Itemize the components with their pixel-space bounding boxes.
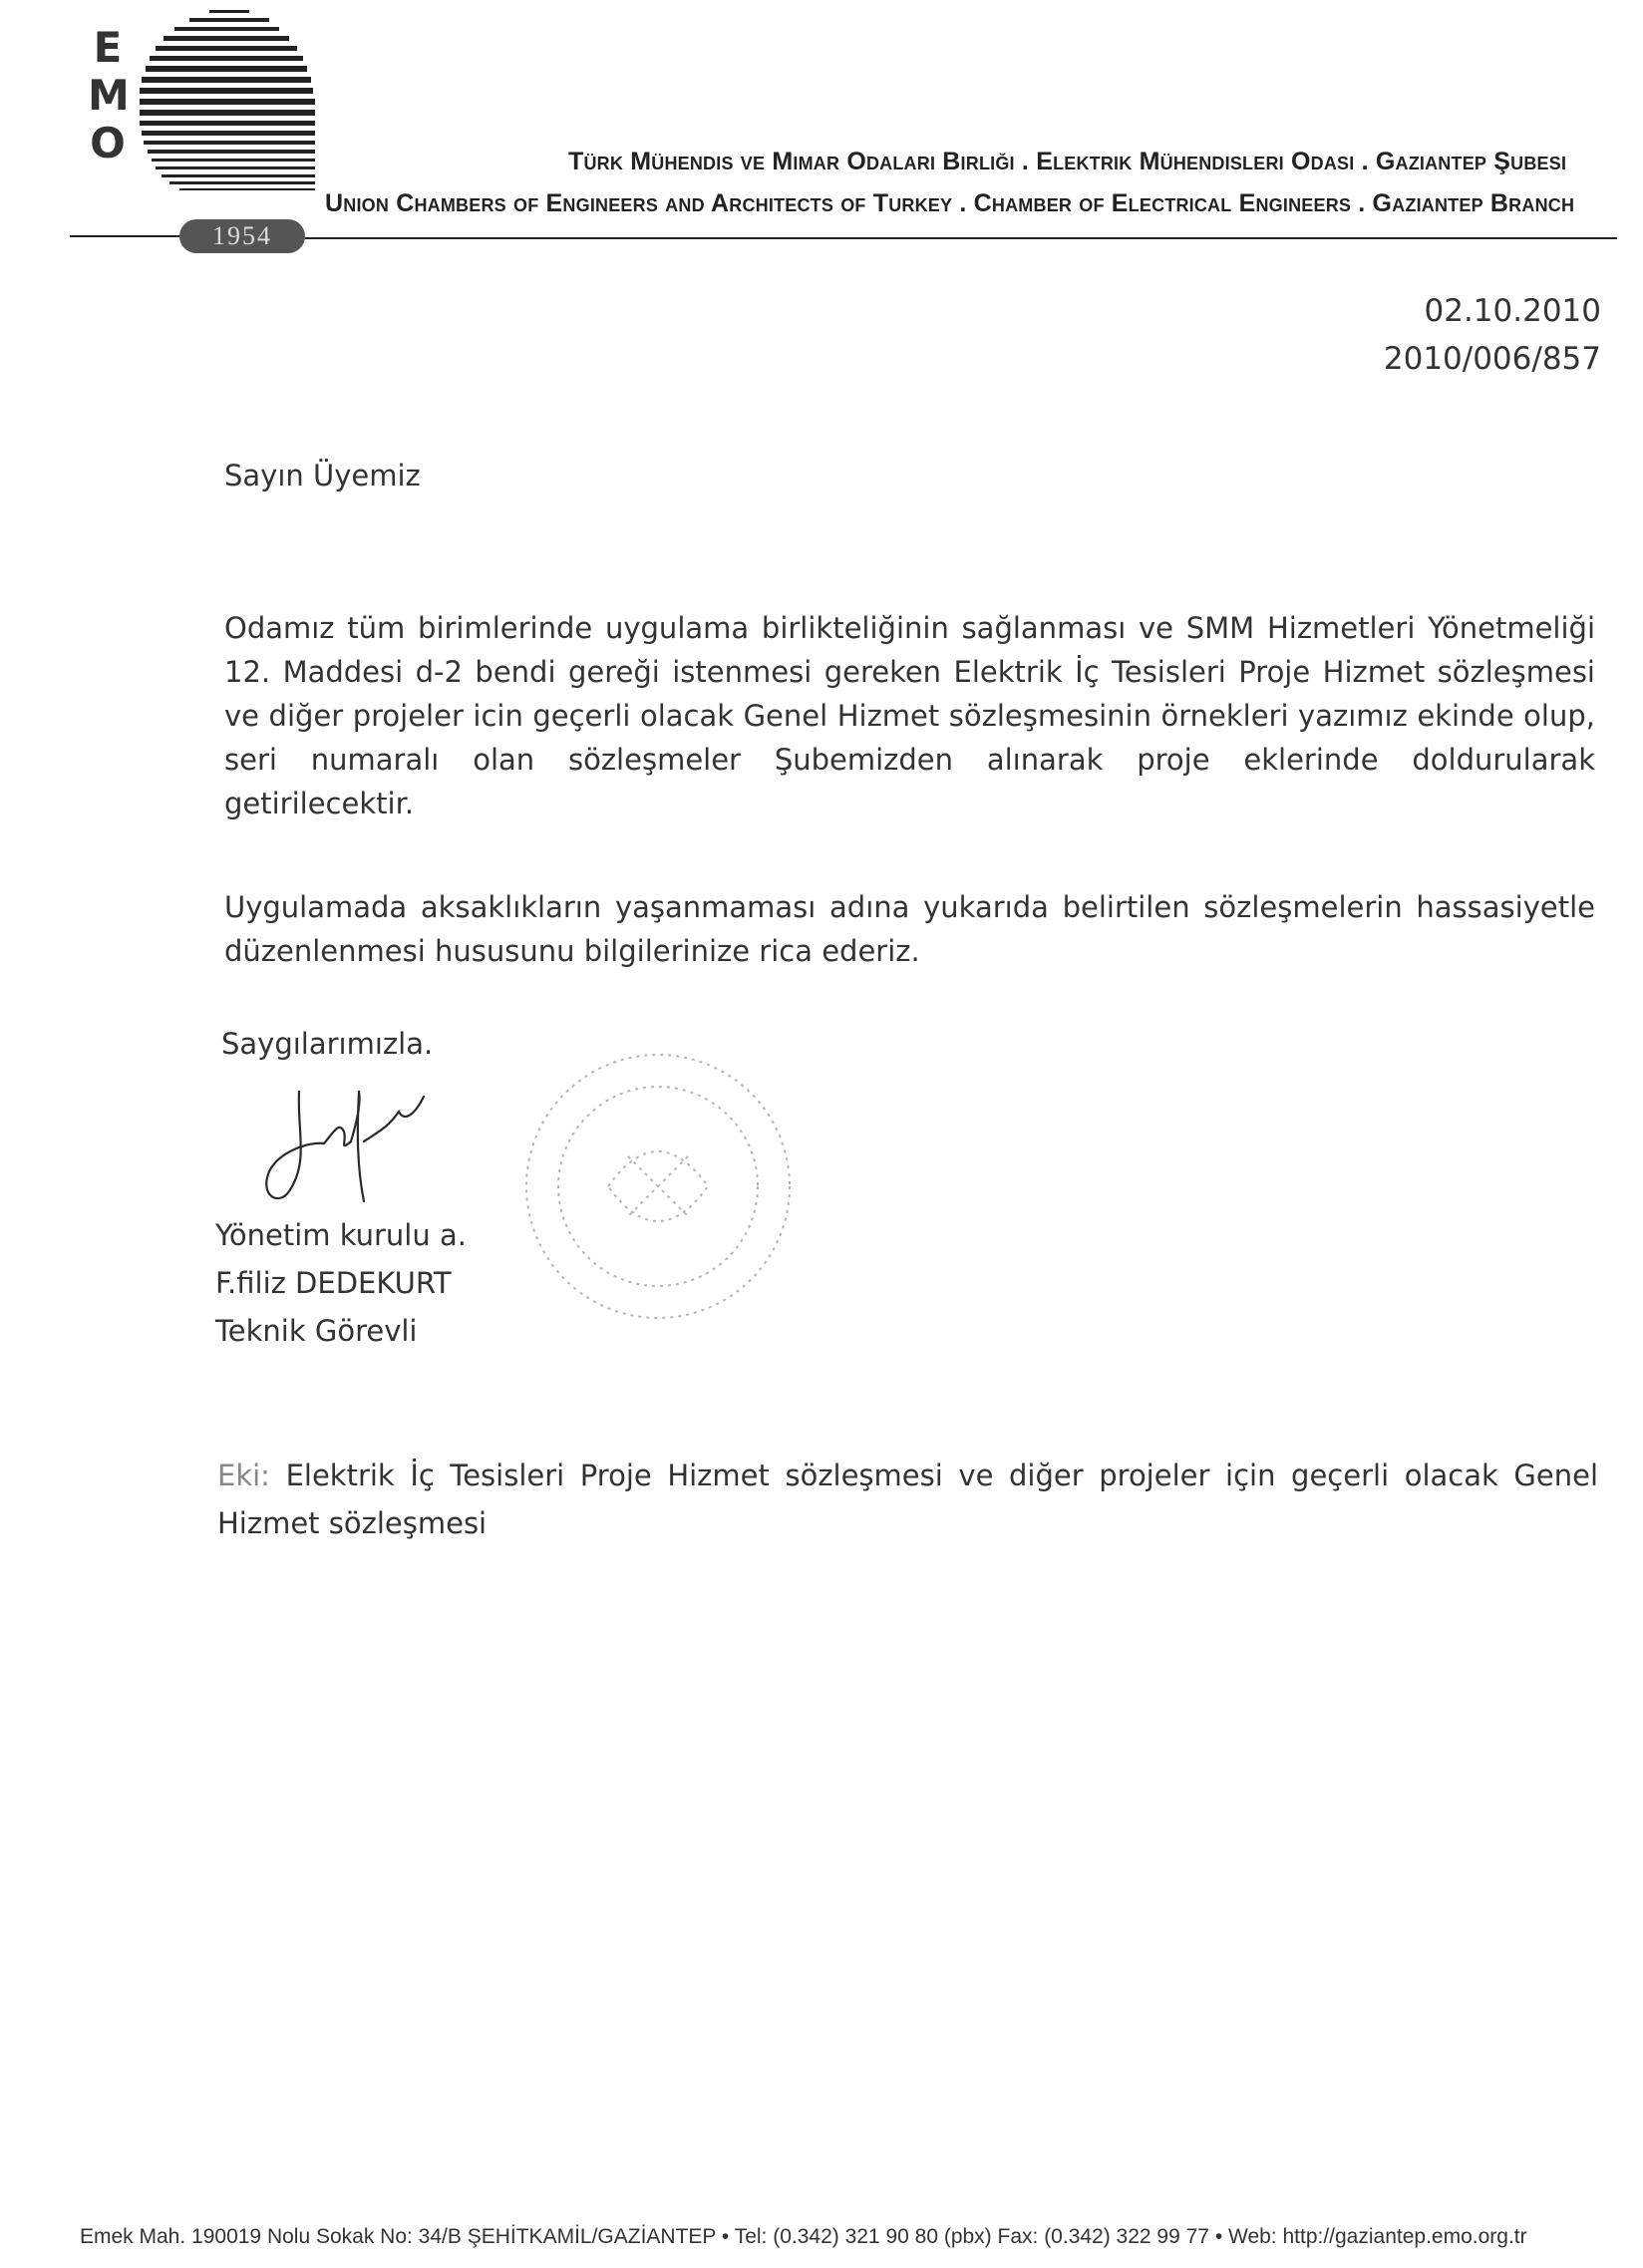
logo-letters — [88, 24, 128, 167]
letter-meta — [1384, 287, 1601, 383]
seal-stamp-icon — [498, 1037, 818, 1336]
logo-letter-o: O — [90, 119, 126, 167]
logo-letter-m: M — [88, 71, 130, 120]
letterhead-turkish: Türk Mühendis ve Mimar Odaları Birliği . Elektrik Mühendisleri Odası . Gaziantep Şubesi — [568, 148, 1567, 175]
attachment-label: Eki: — [217, 1458, 270, 1492]
closing: Saygılarımızla. — [221, 1027, 434, 1061]
footer-address: Emek Mah. 190019 Nolu Sokak No: 34/B ŞEHİTKAMİL/GAZİANTEP • Tel: (0.342) 321 90 80 (pbx) Fax: (0.342) 322 99 77 • Web: http://gaziantep.emo.org.tr — [80, 2225, 1527, 2248]
attachment — [217, 1452, 1598, 1547]
year-badge: 1954 — [179, 219, 305, 253]
emo-logo-icon — [140, 10, 319, 199]
body-paragraph-1: Odamız tüm birimlerinde uygulama birlikteliğinin sağlanması ve SMM Hizmetleri Yönetmeliği 12. Maddesi d-2 bendi gereği istenmesi gereken Elektrik İç Tesisleri Proje Hizmet sözleşmesi ve diğer projeler icin geçerli olacak Genel Hizmet sözleşmesinin örnekleri yazımız ekinde olup, seri numaralı olan sözleşmeler Şubemizden alınarak proje eklerinde doldurularak getirilecektir. — [224, 611, 1595, 820]
signatory-block — [215, 1211, 467, 1355]
letterhead-english: Union Chambers of Engineers and Architects of Turkey . Chamber of Electrical Engineers . Gaziantep Branch — [325, 189, 1575, 217]
signatory-role: Yönetim kurulu a. — [215, 1218, 467, 1252]
salutation: Sayın Üyemiz — [224, 459, 421, 492]
signatory-title: Teknik Görevli — [215, 1314, 418, 1348]
letter-reference: 2010/006/857 — [1383, 341, 1601, 377]
letter-date: 02.10.2010 — [1424, 293, 1601, 329]
letterhead — [0, 0, 1643, 259]
letterhead-rule-left — [70, 235, 181, 237]
signature-icon — [239, 1072, 498, 1221]
body-paragraph-2: Uygulamada aksaklıkların yaşanmaması adına yukarıda belirtilen sözleşmelerin hassasiyetle düzenlenmesi hususunu bilgilerinize rica ederiz. — [224, 890, 1595, 968]
signatory-name: F.filiz DEDEKURT — [215, 1266, 452, 1300]
letterhead-rule-right — [305, 237, 1617, 239]
logo-letter-e: E — [93, 23, 123, 72]
attachment-text: Elektrik İç Tesisleri Proje Hizmet sözleşmesi ve diğer projeler için geçerli olacak Genel Hizmet sözleşmesi — [217, 1458, 1598, 1540]
